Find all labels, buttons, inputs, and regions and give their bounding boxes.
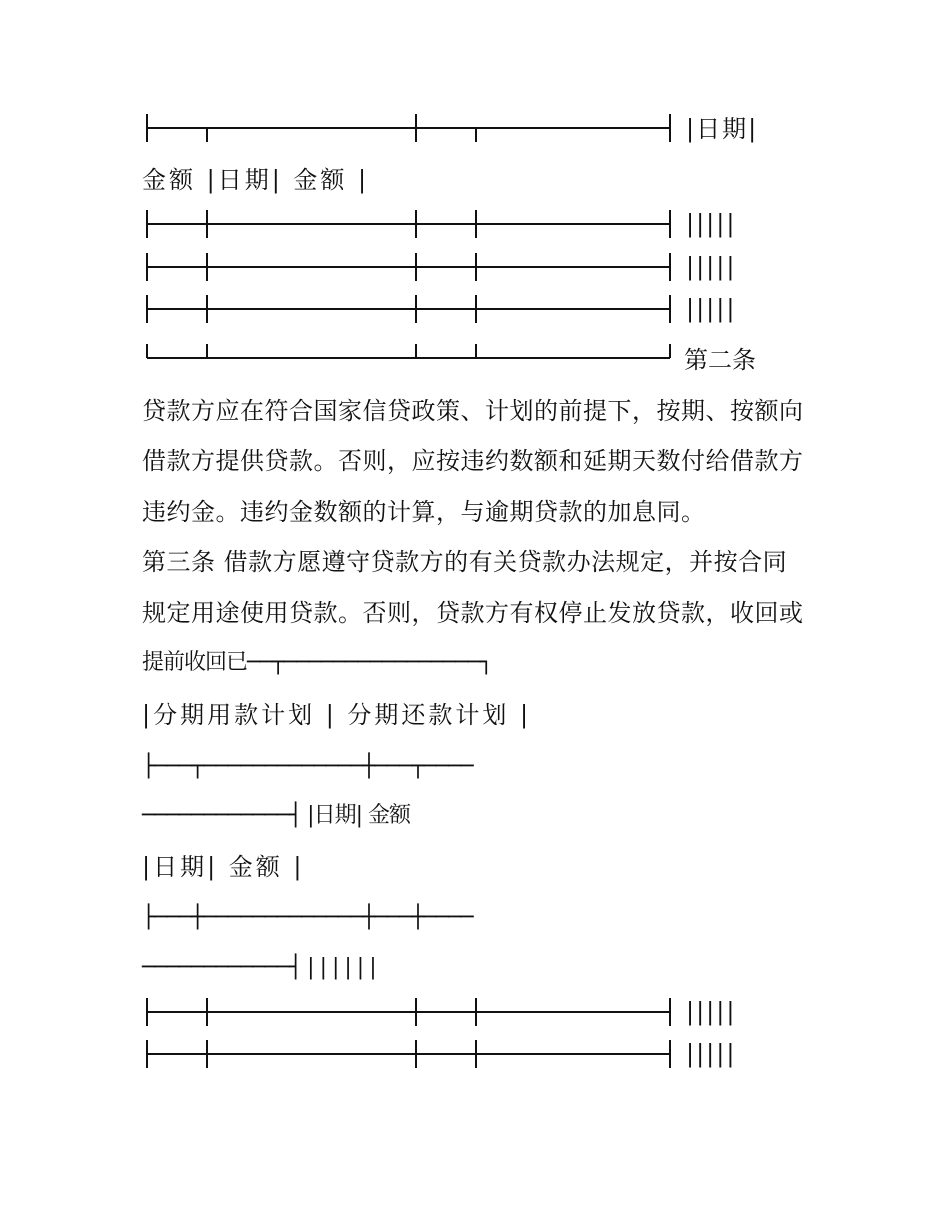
table-border-row-7 (147, 1040, 670, 1068)
text-line-19: ||||| (686, 998, 737, 1026)
table-border-row-5 (147, 344, 670, 358)
paragraph-line-3: 违约金。违约金数额的计算，与逾期贷款的加息同。 (142, 498, 706, 526)
paragraph-line-5: 规定用途使用贷款。否则，贷款方有权停止发放贷款，收回或 (142, 599, 804, 627)
table-border-row-1 (147, 114, 670, 142)
paragraph-line-6: 提前收回已──┬────────────────┐ (142, 650, 492, 675)
table-border-row-6 (147, 998, 670, 1026)
text-line-3: ||||| (686, 210, 737, 238)
text-line-20: ||||| (686, 1040, 737, 1068)
table-header-line: |分期用款计划 | 分期还款计划 | (142, 701, 532, 729)
paragraph-line-4: 第三条 借款方愿遵守贷款方的有关贷款办法规定，并按合同 (142, 548, 788, 576)
text-line-2: 金额 |日期| 金额 | (142, 166, 370, 194)
paragraph-line-2: 借款方提供贷款。否则，应按违约数额和延期天数付给借款方 (142, 447, 804, 475)
table-rule-line-3: ├───┼─────────────┼───┼──── (142, 905, 473, 930)
table-subheader-line: |日期| 金额 | (142, 853, 305, 881)
table-rule-line-4: ────────────┤ | | | | | | (142, 955, 376, 980)
article-2-heading: 第二条 (684, 346, 756, 374)
table-rule-line-2: ────────────┤ |日期| 金额 (142, 803, 410, 828)
table-border-row-3 (147, 253, 670, 281)
table-border-row-4 (147, 295, 670, 323)
paragraph-line-1: 贷款方应在符合国家信贷政策、计划的前提下，按期、按额向 (142, 397, 804, 425)
table-border-row-2 (147, 210, 670, 238)
text-line-5: ||||| (686, 295, 737, 323)
table-rule-line-1: ├───┬─────────────┼───┬──── (142, 754, 473, 779)
text-line-4: ||||| (686, 253, 737, 281)
text-line-1: |日期| (686, 115, 759, 143)
